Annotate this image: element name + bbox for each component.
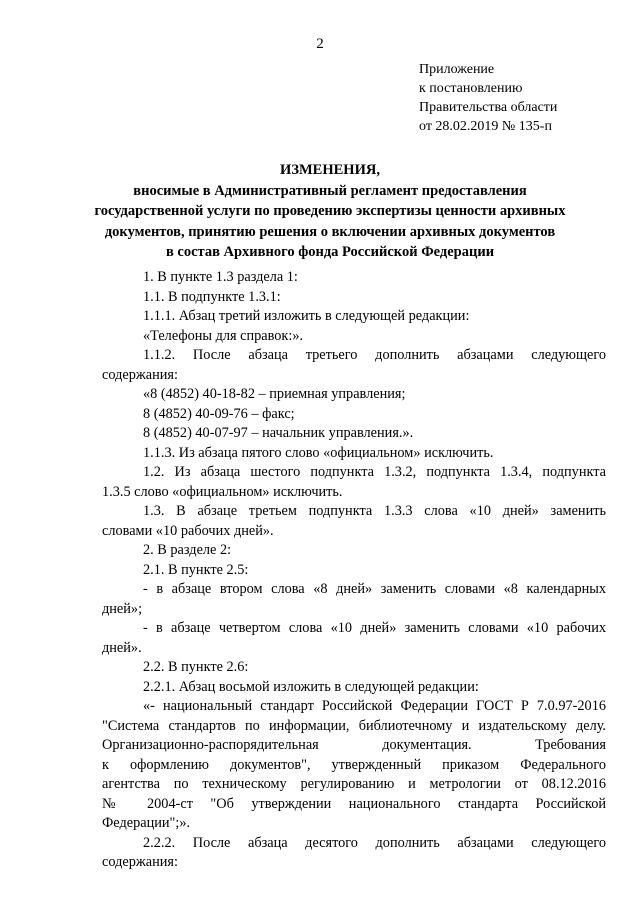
paragraph-line: дней»; <box>102 600 143 617</box>
paragraph-line: - в абзаце четвертом слова «10 дней» заменить словами «10 рабочих <box>143 620 606 636</box>
paragraph: 2. В разделе 2: <box>143 542 232 558</box>
paragraph-line: 1.3.5 слово «официальном» исключить. <box>102 483 343 500</box>
paragraph-line: содержания: <box>102 366 178 383</box>
paragraph-line: № 2004-ст "Об утверждении национального стандарта Российской <box>102 795 606 812</box>
appendix-line: Правительства области <box>419 100 558 115</box>
paragraph: 1.1.3. Из абзаца пятого слово «официальном» исключить. <box>143 444 494 461</box>
paragraph-line: "Система стандартов по информации, библиотечному и издательскому делу. <box>102 717 606 734</box>
paragraph: 1.1.1. Абзац третий изложить в следующей редакции: <box>143 308 470 324</box>
title-line: в состав Архивного фонда Российской Федерации <box>165 244 495 260</box>
paragraph-line: Федерации";». <box>102 815 191 831</box>
title-line: ИЗМЕНЕНИЯ, <box>280 162 380 178</box>
paragraph-line: содержания: <box>102 854 178 870</box>
document-body <box>102 268 606 873</box>
paragraph: «8 (4852) 40-18-82 – приемная управления; <box>143 386 406 402</box>
paragraph-line: Организационно-распорядительная документация. Требования <box>102 737 606 753</box>
paragraph-line: 1.3. В абзаце третьем подпункта 1.3.3 слова «10 дней» заменить <box>143 503 606 519</box>
paragraph: 2.2. В пункте 2.6: <box>143 659 249 675</box>
appendix-line: от 28.02.2019 № 135-п <box>419 119 552 134</box>
paragraph: 1. В пункте 1.3 раздела 1: <box>143 269 298 285</box>
paragraph-line: словами «10 рабочих дней». <box>102 522 274 539</box>
paragraph-line: агентства по техническому регулированию и метрологии от 08.12.2016 <box>102 776 606 792</box>
paragraph: 2.1. В пункте 2.5: <box>143 561 249 578</box>
paragraph: 8 (4852) 40-07-97 – начальник управления.». <box>143 425 414 441</box>
title-line: вносимые в Административный регламент предоставления <box>133 182 527 199</box>
paragraph: 8 (4852) 40-09-76 – факс; <box>143 405 295 422</box>
paragraph-line: 1.2. Из абзаца шестого подпункта 1.3.2, подпункта 1.3.4, подпункта <box>143 464 606 480</box>
paragraph-line: дней». <box>102 639 142 656</box>
title-line: документов, принятию решения о включении архивных документов <box>104 223 556 240</box>
paragraph: «Телефоны для справок:». <box>143 327 304 344</box>
paragraph-line: 1.1.2. После абзаца третьего дополнить абзацами следующего <box>143 347 606 363</box>
page-number: 2 <box>316 36 324 52</box>
paragraph-line: к оформлению документов", утвержденный приказом Федерального <box>102 756 606 773</box>
paragraph: 1.1. В подпункте 1.3.1: <box>143 288 281 305</box>
paragraph-line: «- национальный стандарт Российской Федерации ГОСТ Р 7.0.97-2016 <box>143 698 606 714</box>
title-line: государственной услуги по проведению экспертизы ценности архивных <box>94 203 566 219</box>
appendix-block <box>419 60 557 136</box>
appendix-line: к постановлению <box>419 81 523 96</box>
paragraph: 2.2.1. Абзац восьмой изложить в следующей редакции: <box>143 678 479 695</box>
paragraph-line: - в абзаце втором слова «8 дней» заменить словами «8 календарных <box>143 581 606 597</box>
document-title <box>90 160 570 263</box>
paragraph-line: 2.2.2. После абзаца десятого дополнить абзацами следующего <box>143 834 606 851</box>
appendix-line: Приложение <box>419 62 495 77</box>
